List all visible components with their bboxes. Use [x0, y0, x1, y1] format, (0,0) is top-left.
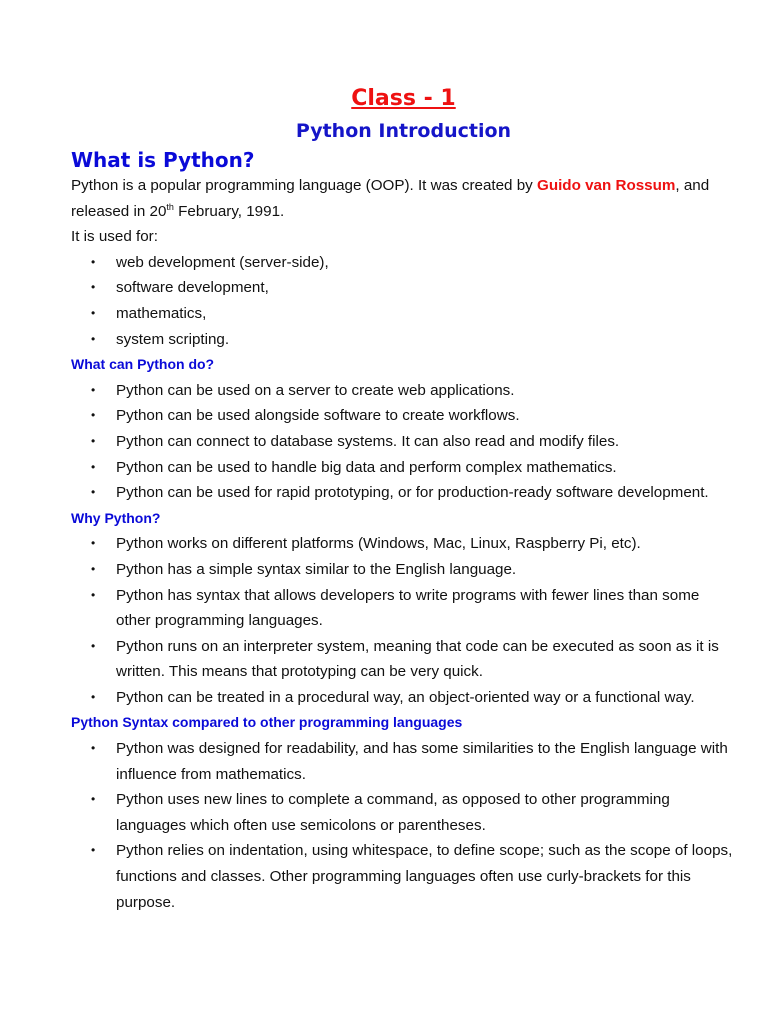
list-item-text: software development,: [116, 279, 269, 297]
bullet-icon: •: [91, 638, 96, 653]
can-do-list: [71, 378, 736, 506]
list-item-text: Python can be used on a server to create web applications.: [116, 381, 515, 399]
heading-what-is-python: What is Python?: [71, 148, 255, 172]
used-for-label: It is used for:: [71, 228, 158, 246]
list-item: [71, 378, 736, 404]
syntax-list: [71, 736, 736, 915]
list-item: [71, 250, 736, 276]
list-item-text: Python can be treated in a procedural way, an object-oriented way or a functional way.: [116, 688, 695, 706]
document-subtitle: Python Introduction: [295, 120, 512, 142]
list-item-text: Python can be used to handle big data and perform complex mathematics.: [116, 458, 617, 476]
bullet-icon: •: [91, 459, 96, 474]
list-item: [71, 583, 736, 634]
bullet-icon: •: [91, 689, 96, 704]
bullet-icon: •: [91, 408, 96, 423]
list-item: [71, 838, 736, 915]
list-item-text: Python was designed for readability, and has some similarities to the English language with influence from mathematics.: [116, 740, 728, 783]
released-superscript: th: [166, 201, 174, 212]
bullet-icon: •: [91, 331, 96, 346]
list-item: [71, 787, 736, 838]
bullet-icon: •: [91, 536, 96, 551]
bullet-icon: •: [91, 280, 96, 295]
list-item: [71, 480, 736, 506]
heading-why-python: Why Python?: [71, 509, 161, 526]
bullet-icon: •: [91, 254, 96, 269]
list-item: [71, 634, 736, 685]
intro-text-1: Python is a popular programming language (OOP). It was created by: [71, 177, 537, 194]
heading-syntax-comparison: Python Syntax compared to other programming languages: [71, 714, 463, 731]
list-item: [71, 736, 736, 787]
list-item: [71, 429, 736, 455]
list-item-text: Python works on different platforms (Windows, Mac, Linux, Raspberry Pi, etc).: [116, 535, 641, 553]
bullet-icon: •: [91, 561, 96, 576]
why-list: [71, 531, 736, 710]
released-text-1: released in 20: [71, 202, 167, 220]
class-title: Class - 1: [351, 86, 456, 111]
list-item: [71, 455, 736, 481]
list-item: [71, 275, 736, 301]
bullet-icon: •: [91, 485, 96, 500]
list-item: [71, 531, 736, 557]
list-item: [71, 327, 736, 353]
released-text-2: February, 1991.: [173, 202, 285, 220]
list-item: [71, 301, 736, 327]
bullet-icon: •: [91, 433, 96, 448]
creator-name: Guido van Rossum: [537, 177, 676, 194]
intro-text-2: , and: [675, 177, 710, 194]
list-item-text: system scripting.: [116, 330, 230, 348]
bullet-icon: •: [91, 587, 96, 602]
list-item-text: mathematics,: [116, 304, 207, 322]
heading-what-can-python-do: What can Python do?: [71, 356, 215, 373]
list-item-text: Python has a simple syntax similar to the English language.: [116, 560, 517, 578]
list-item-text: web development (server-side),: [116, 253, 329, 271]
list-item: [71, 403, 736, 429]
list-item: [71, 685, 736, 711]
intro-paragraph: [71, 173, 736, 224]
list-item-text: Python relies on indentation, using whitespace, to define scope; such as the scope of loops, functions and classes. Other programming languages often use curly-brackets for this purpose.: [116, 842, 733, 911]
list-item-text: Python has syntax that allows developers to write programs with fewer lines than some other programming languages.: [116, 586, 700, 630]
list-item-text: Python uses new lines to complete a command, as opposed to other programming languages which often use semicolons or parentheses.: [116, 791, 670, 834]
list-item-text: Python runs on an interpreter system, meaning that code can be executed as soon as it is written. This means that prototyping can be very quick.: [116, 637, 719, 681]
uses-list: [71, 250, 736, 352]
bullet-icon: •: [91, 382, 96, 397]
list-item-text: Python can connect to database systems. It can also read and modify files.: [116, 432, 620, 450]
list-item-text: Python can be used alongside software to create workflows.: [116, 407, 520, 425]
bullet-icon: •: [91, 792, 96, 807]
document-page: [71, 86, 736, 915]
bullet-icon: •: [91, 843, 96, 858]
bullet-icon: •: [91, 741, 96, 756]
list-item-text: Python can be used for rapid prototyping, or for production-ready software development.: [116, 484, 709, 502]
bullet-icon: •: [91, 305, 96, 320]
list-item: [71, 557, 736, 583]
